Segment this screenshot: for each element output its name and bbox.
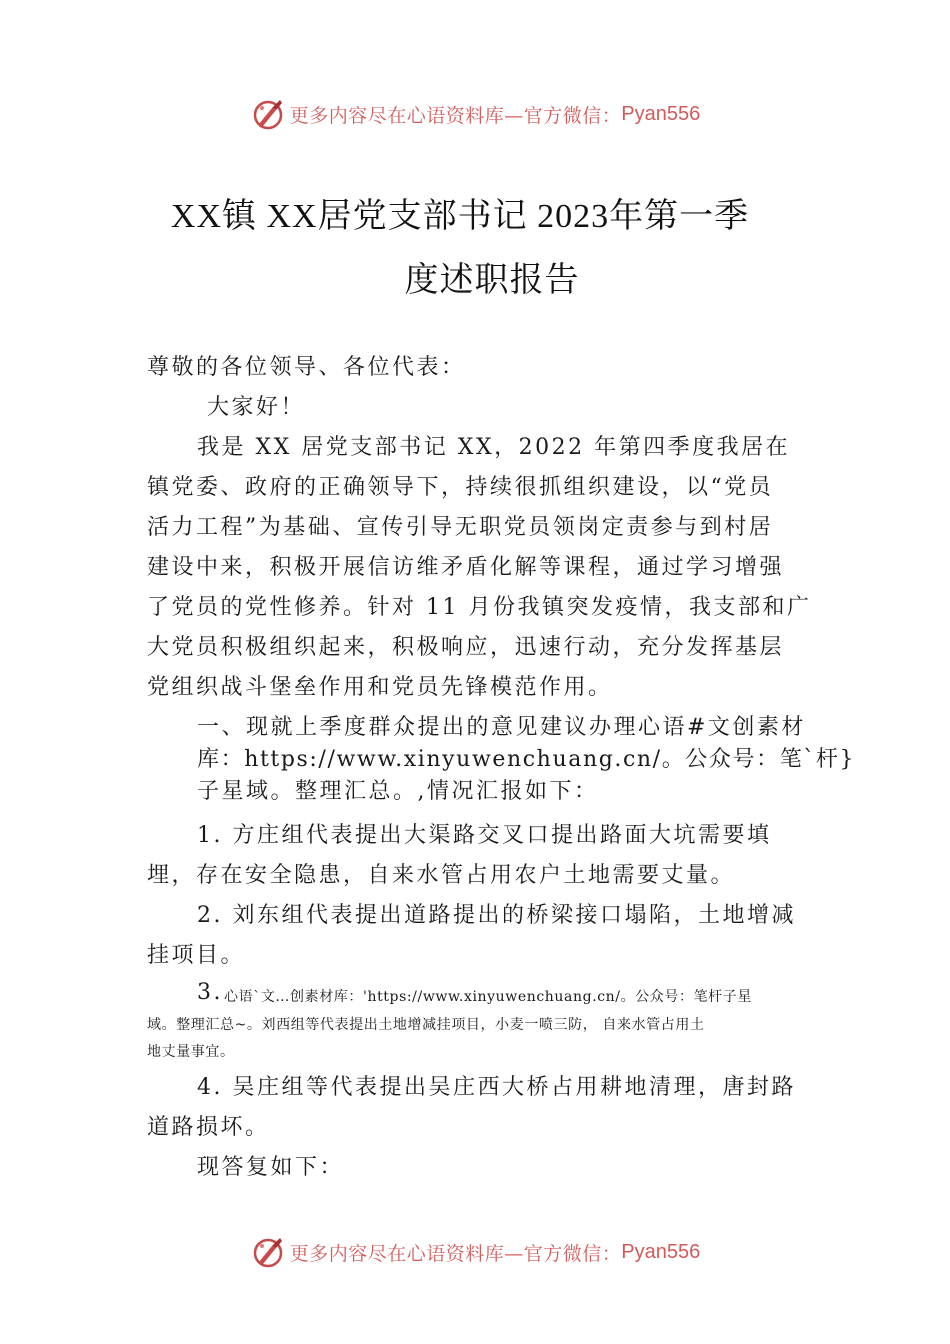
document-title-line-1: XX镇 XX居党支部书记 2023年第一季 bbox=[170, 198, 750, 235]
salutation: 尊敬的各位领导、各位代表： bbox=[147, 355, 466, 380]
item3-number: 3. bbox=[197, 980, 223, 1005]
para2-line-2: 库：https://www.xinyuwenchuang.cn/。公众号：笔`杆} bbox=[197, 747, 856, 772]
watermark-wechat-id: Pyan556 bbox=[621, 102, 701, 125]
item2-line-2: 挂项目。 bbox=[147, 943, 246, 968]
para1-line-3: 活力工程”为基础、宣传引导无职党员领岗定责参与到村居 bbox=[147, 515, 774, 540]
para1-line-4: 建设中来，积极开展信访维矛盾化解等课程，通过学习增强 bbox=[147, 555, 785, 580]
document-title-line-2: 度述职报告 bbox=[404, 262, 580, 299]
greeting: 大家好！ bbox=[207, 395, 306, 420]
pen-logo-icon bbox=[250, 96, 286, 132]
item1-line-2: 埋，存在安全隐患，自来水管占用农户土地需要丈量。 bbox=[147, 863, 736, 888]
para1-line-5: 了党员的党性修养。针对 11 月份我镇突发疫情，我支部和广 bbox=[147, 595, 812, 620]
para1-line-6: 大党员积极组织起来，积极响应，迅速行动，充分发挥基层 bbox=[147, 635, 785, 660]
item2-line-1: 2. 刘东组代表提出道路提出的桥梁接口塌陷，土地增减 bbox=[197, 903, 796, 928]
item4-line-1: 4. 吴庄组等代表提出吴庄西大桥占用耕地清理，唐封路 bbox=[197, 1075, 796, 1100]
item3-line-1: 心语`文…创素材库：'https://www.xinyuwenchuang.cn/。公众号：笔杆子星 bbox=[224, 989, 752, 1005]
item3-line-2: 域。整理汇总~。刘西组等代表提出土地增减挂项目，小麦一喷三防， 自来水管占用土 bbox=[147, 1017, 705, 1033]
watermark-text: 更多内容尽在心语资料库—官方微信： bbox=[289, 104, 622, 127]
reply-heading: 现答复如下： bbox=[197, 1155, 345, 1180]
watermark-wechat-id: Pyan556 bbox=[621, 1240, 701, 1263]
para1-line-7: 党组织战斗堡垒作用和党员先锋模范作用。 bbox=[147, 675, 613, 700]
pen-logo-icon bbox=[250, 1234, 286, 1270]
para2-line-3: 子星域。整理汇总。,情况汇报如下： bbox=[197, 779, 599, 804]
watermark-banner-bottom bbox=[0, 1232, 950, 1272]
item1-line-1: 1. 方庄组代表提出大渠路交叉口提出路面大坑需要填 bbox=[197, 823, 772, 848]
item4-line-2: 道路损坏。 bbox=[147, 1115, 270, 1140]
para2-line-1: 一、现就上季度群众提出的意见建议办理心语#文创素材 bbox=[197, 715, 806, 740]
para1-line-1: 我是 XX 居党支部书记 XX，2022 年第四季度我居在 bbox=[197, 435, 791, 460]
item3-line-3: 地丈量事宜。 bbox=[147, 1044, 235, 1060]
watermark-banner-top bbox=[0, 94, 950, 134]
watermark-text: 更多内容尽在心语资料库—官方微信： bbox=[289, 1242, 622, 1265]
para1-line-2: 镇党委、政府的正确领导下，持续很抓组织建设，以“党员 bbox=[147, 475, 774, 500]
